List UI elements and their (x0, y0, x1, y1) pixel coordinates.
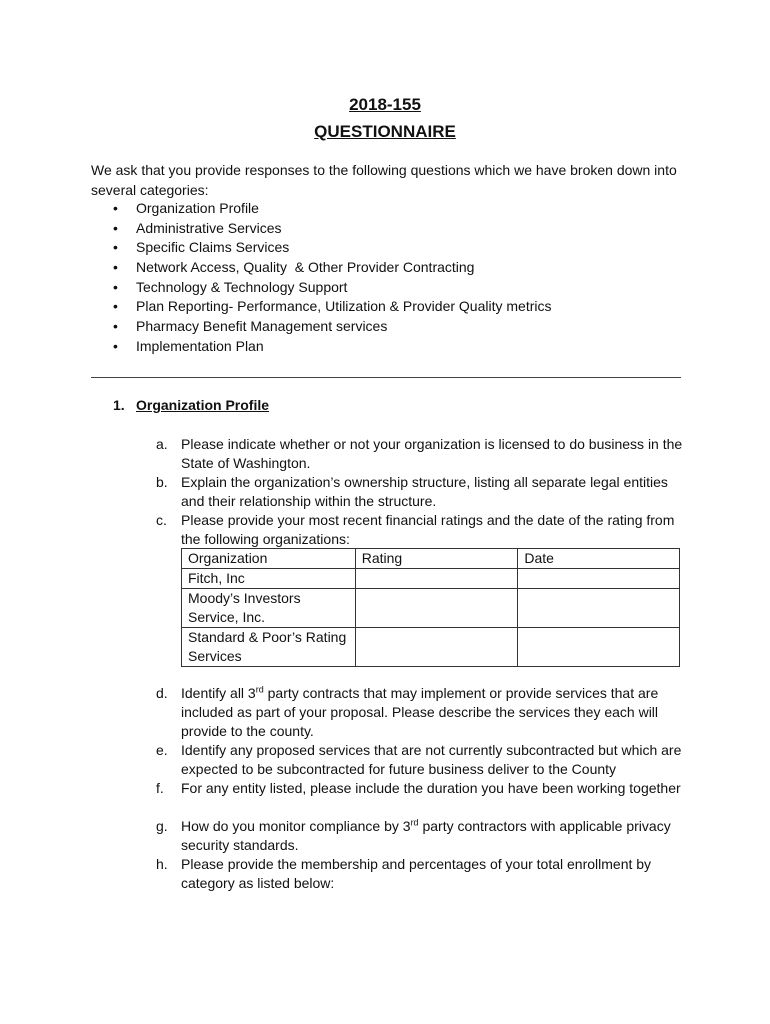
question-text: Please provide the membership and percentages of your total enrollment by category as listed below: (181, 856, 652, 891)
section-divider (91, 377, 681, 378)
question-text: Explain the organization’s ownership structure, listing all separate legal entities and their relationship within the structure. (181, 474, 668, 509)
table-cell: Moody’s Investors Service, Inc. (182, 589, 356, 628)
question-text: Please indicate whether or not your organization is licensed to do business in the State of Washington. (181, 436, 683, 471)
list-item: • Plan Reporting- Performance, Utilization & Provider Quality metrics (113, 297, 552, 317)
question-letter: f. (156, 780, 164, 796)
table-cell: Standard & Poor’s Rating Services (182, 628, 356, 667)
list-item: • Network Access, Quality & Other Provider Contracting (113, 258, 552, 278)
table-header-cell: Rating (355, 549, 518, 569)
list-item: • Technology & Technology Support (113, 278, 552, 298)
intro-paragraph: We ask that you provide responses to the following questions which we have broken down into several categories: (91, 162, 677, 198)
list-item: • Pharmacy Benefit Management services (113, 317, 552, 337)
question-letter: c. (156, 512, 167, 528)
table-row (182, 589, 680, 628)
list-item: • Organization Profile (113, 199, 552, 219)
bullet-icon: • (113, 337, 118, 354)
table-cell (355, 569, 518, 589)
bullet-icon: • (113, 259, 118, 276)
question-letter: e. (156, 742, 168, 758)
list-item: • Administrative Services (113, 219, 552, 239)
bullet-icon: • (113, 278, 118, 295)
bullet-icon: • (113, 200, 118, 216)
section-number: 1. (113, 397, 125, 413)
section-title: Organization Profile (136, 397, 270, 413)
bullet-icon: • (113, 318, 118, 335)
question-letter: g. (156, 818, 168, 834)
list-item: • Implementation Plan (113, 337, 552, 357)
section-heading (113, 397, 269, 413)
table-header-cell: Organization (182, 549, 356, 569)
question-text: For any entity listed, please include the duration you have been working together (181, 780, 681, 796)
question-text: Identify any proposed services that are not currently subcontracted but which are expected to be subcontracted for future business deliver to the County (181, 742, 682, 777)
bullet-icon: • (113, 219, 118, 236)
question-letter: h. (156, 856, 168, 872)
document-number: 2018-155 (349, 95, 421, 114)
question-text: Identify all 3rd party contracts that may implement or provide services that are included as part of your proposal. Please describe the services they each will provide to the county. (181, 684, 659, 739)
table-cell: Fitch, Inc (182, 569, 356, 589)
question-letter: a. (156, 436, 168, 452)
list-item: • Specific Claims Services (113, 238, 552, 258)
table-cell (355, 628, 518, 667)
document-title: QUESTIONNAIRE (314, 122, 456, 141)
table-row (182, 569, 680, 589)
category-list (113, 199, 552, 357)
ratings-table (181, 548, 680, 667)
table-cell (518, 569, 680, 589)
table-cell (518, 628, 680, 667)
table-cell (355, 589, 518, 628)
table-header-cell: Date (518, 549, 680, 569)
table-row (182, 628, 680, 667)
table-header-row (182, 549, 680, 569)
question-letter: b. (156, 474, 168, 490)
bullet-icon: • (113, 298, 118, 315)
question-letter: d. (156, 685, 168, 701)
question-text: Please provide your most recent financial ratings and the date of the rating from the following organizations: (181, 512, 675, 547)
table-cell (518, 589, 680, 628)
bullet-icon: • (113, 239, 118, 256)
question-text: How do you monitor compliance by 3rd party contractors with applicable privacy security standards. (181, 817, 671, 853)
